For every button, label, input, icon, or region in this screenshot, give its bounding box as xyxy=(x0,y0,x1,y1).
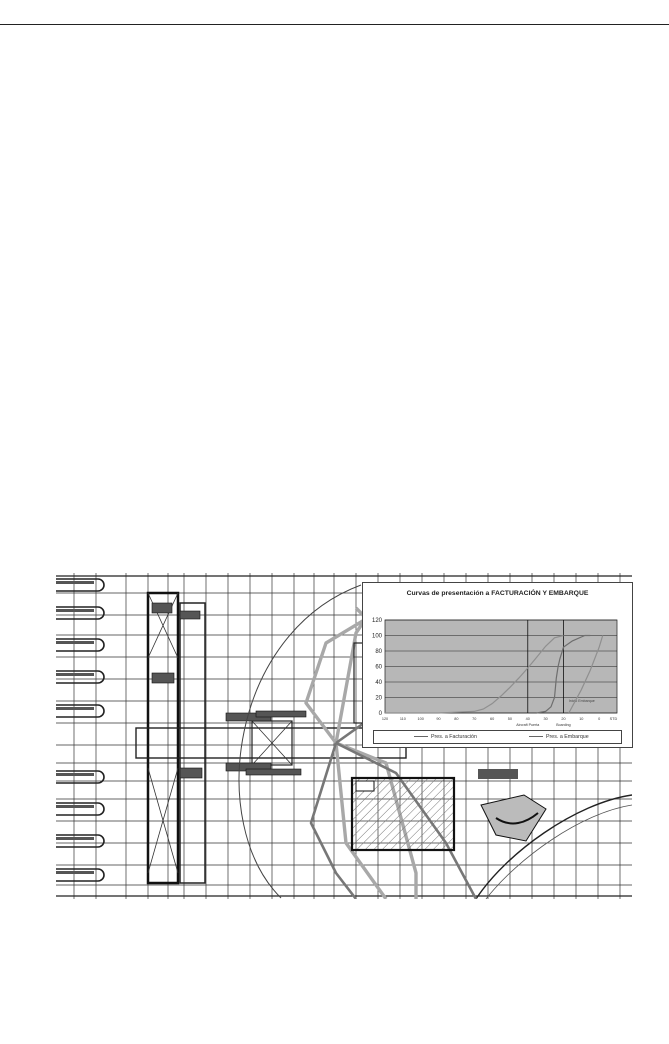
stand-jetway xyxy=(56,609,94,612)
x-tick-label: 70 xyxy=(472,717,477,721)
equipment-block xyxy=(246,769,301,775)
stand-outline xyxy=(56,639,104,651)
x-tick-label: 30 xyxy=(543,717,548,721)
stand-outline xyxy=(56,607,104,619)
x-tick-label: 40 xyxy=(525,717,530,721)
x-tick-label: 90 xyxy=(436,717,441,721)
x-tick-label: STD xyxy=(609,717,618,721)
x-tick-label: 0 xyxy=(598,717,601,721)
annotation-aircraft: Aircraft Puerta xyxy=(516,723,540,727)
stand-outline xyxy=(56,803,104,815)
equipment-block xyxy=(180,768,202,778)
stand-jetway xyxy=(56,837,94,840)
y-tick-label: 100 xyxy=(371,633,382,640)
y-tick-label: 60 xyxy=(375,664,382,671)
x-tick-label: 50 xyxy=(507,717,513,721)
chart-plot xyxy=(363,583,632,747)
chart-legend xyxy=(373,730,622,744)
x-tick-label: 10 xyxy=(579,717,584,721)
stand-outline xyxy=(56,835,104,847)
stand-jetway xyxy=(56,641,94,644)
y-tick-label: 20 xyxy=(375,695,382,702)
x-tick-label: 110 xyxy=(399,717,406,721)
stand-outline xyxy=(56,579,104,591)
stand-jetway xyxy=(56,581,94,584)
x-tick-label: 80 xyxy=(454,717,459,721)
y-tick-label: 120 xyxy=(371,618,382,624)
annotation-inicio-embarque: Inicio Embarque xyxy=(568,699,595,704)
stand-jetway xyxy=(56,871,94,874)
legend-item-facturacion: Pres. a Facturación xyxy=(414,734,477,740)
equipment-block xyxy=(256,711,306,717)
annotation-boarding: Boarding xyxy=(556,723,571,727)
stand-jetway xyxy=(56,773,94,776)
stand-jetway xyxy=(56,707,94,710)
header-rule xyxy=(0,24,669,25)
y-tick-label: 40 xyxy=(375,680,382,686)
x-tick-label: 20 xyxy=(561,717,566,721)
y-tick-label: 0 xyxy=(378,711,382,717)
stand-outline xyxy=(56,869,104,881)
x-tick-label: 120 xyxy=(381,717,389,721)
equipment-block xyxy=(152,603,172,613)
stand-jetway xyxy=(56,673,94,676)
x-tick-label: 100 xyxy=(417,717,424,721)
stand-outline xyxy=(56,671,104,683)
chart-title: Curvas de presentación a FACTURACIÓN Y EMBARQUE xyxy=(406,590,589,597)
stand-jetway xyxy=(56,805,94,808)
legend-item-embarque: Pres. a Embarque xyxy=(529,734,589,740)
y-tick-label: 80 xyxy=(375,649,382,655)
presentation-curves-chart xyxy=(362,582,633,748)
aircraft-stands xyxy=(56,579,104,881)
equipment-block xyxy=(180,611,200,619)
right-structure xyxy=(481,795,546,841)
right-equipment xyxy=(478,769,518,779)
check-in-office xyxy=(356,781,374,791)
x-tick-label: 60 xyxy=(489,717,495,721)
stand-outline xyxy=(56,705,104,717)
equipment-block xyxy=(152,673,174,683)
terminal-pier xyxy=(148,593,178,883)
